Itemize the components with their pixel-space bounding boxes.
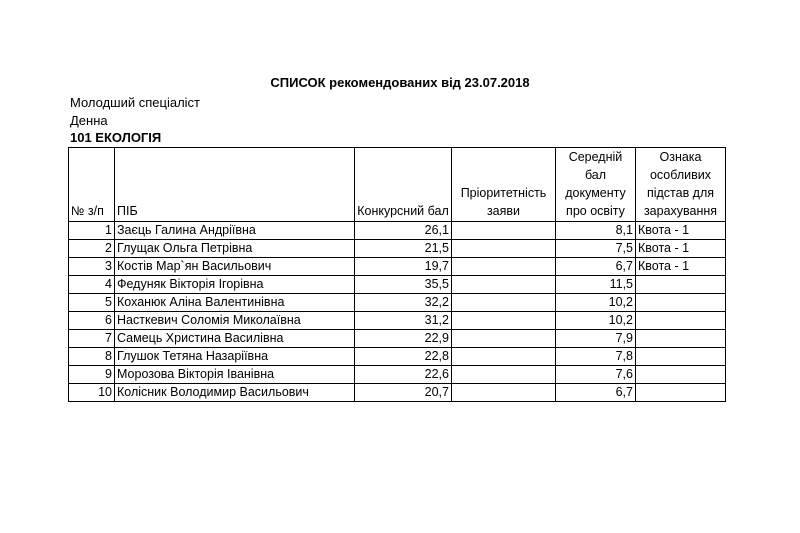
cell-priority (452, 312, 556, 330)
cell-priority (452, 222, 556, 240)
cell-num: 8 (69, 348, 115, 366)
cell-special-grounds (636, 366, 726, 384)
cell-special-grounds (636, 384, 726, 402)
header-score: Конкурсний бал (355, 148, 452, 222)
cell-priority (452, 240, 556, 258)
header-avg-score: Середній бал документу про освіту (556, 148, 636, 222)
cell-score: 31,2 (355, 312, 452, 330)
cell-num: 2 (69, 240, 115, 258)
cell-avg-score: 7,9 (556, 330, 636, 348)
cell-name: Заєць Галина Андріївна (115, 222, 355, 240)
cell-score: 22,8 (355, 348, 452, 366)
table-row (69, 348, 726, 366)
cell-score: 21,5 (355, 240, 452, 258)
cell-name: Коханюк Аліна Валентинівна (115, 294, 355, 312)
cell-avg-score: 10,2 (556, 294, 636, 312)
cell-avg-score: 8,1 (556, 222, 636, 240)
cell-name: Костів Мар`ян Васильович (115, 258, 355, 276)
table-row (69, 384, 726, 402)
cell-score: 22,9 (355, 330, 452, 348)
page-title: СПИСОК рекомендованих від 23.07.2018 (270, 75, 530, 90)
cell-name: Федуняк Вікторія Ігорівна (115, 276, 355, 294)
cell-score: 22,6 (355, 366, 452, 384)
cell-num: 6 (69, 312, 115, 330)
table-row (69, 312, 726, 330)
cell-priority (452, 294, 556, 312)
cell-special-grounds (636, 330, 726, 348)
table-row (69, 294, 726, 312)
table-row (69, 330, 726, 348)
cell-score: 19,7 (355, 258, 452, 276)
cell-special-grounds (636, 276, 726, 294)
cell-special-grounds (636, 312, 726, 330)
cell-name: Насткевич Соломія Миколаївна (115, 312, 355, 330)
cell-special-grounds (636, 294, 726, 312)
table-row (69, 258, 726, 276)
cell-num: 5 (69, 294, 115, 312)
cell-avg-score: 6,7 (556, 258, 636, 276)
cell-avg-score: 11,5 (556, 276, 636, 294)
cell-priority (452, 276, 556, 294)
cell-name: Глушок Тетяна Назаріївна (115, 348, 355, 366)
table-row (69, 240, 726, 258)
cell-priority (452, 366, 556, 384)
cell-avg-score: 7,8 (556, 348, 636, 366)
recommended-list-table (68, 147, 726, 402)
cell-avg-score: 7,5 (556, 240, 636, 258)
cell-special-grounds: Квота - 1 (636, 258, 726, 276)
cell-name: Колісник Володимир Васильович (115, 384, 355, 402)
cell-num: 1 (69, 222, 115, 240)
cell-avg-score: 10,2 (556, 312, 636, 330)
cell-num: 4 (69, 276, 115, 294)
cell-name: Самець Христина Василівна (115, 330, 355, 348)
cell-avg-score: 6,7 (556, 384, 636, 402)
cell-num: 7 (69, 330, 115, 348)
cell-priority (452, 330, 556, 348)
cell-special-grounds (636, 348, 726, 366)
education-level: Молодший спеціаліст (70, 95, 201, 110)
cell-num: 9 (69, 366, 115, 384)
cell-priority (452, 258, 556, 276)
study-form: Денна (70, 113, 108, 128)
cell-name: Морозова Вікторія Іванівна (115, 366, 355, 384)
cell-priority (452, 384, 556, 402)
header-special-grounds: Ознака особливих підстав для зарахування (636, 148, 726, 222)
cell-score: 26,1 (355, 222, 452, 240)
cell-special-grounds: Квота - 1 (636, 240, 726, 258)
cell-num: 3 (69, 258, 115, 276)
table-row (69, 276, 726, 294)
cell-avg-score: 7,6 (556, 366, 636, 384)
table-row (69, 222, 726, 240)
table-row (69, 366, 726, 384)
cell-score: 20,7 (355, 384, 452, 402)
cell-num: 10 (69, 384, 115, 402)
header-priority: Пріоритетність заяви (452, 148, 556, 222)
specialty-heading: 101 ЕКОЛОГІЯ (70, 130, 162, 145)
header-name: ПІБ (115, 148, 355, 222)
cell-priority (452, 348, 556, 366)
cell-score: 35,5 (355, 276, 452, 294)
cell-special-grounds: Квота - 1 (636, 222, 726, 240)
header-num: № з/п (69, 148, 115, 222)
cell-name: Глущак Ольга Петрівна (115, 240, 355, 258)
cell-score: 32,2 (355, 294, 452, 312)
table-header-row (69, 148, 726, 222)
